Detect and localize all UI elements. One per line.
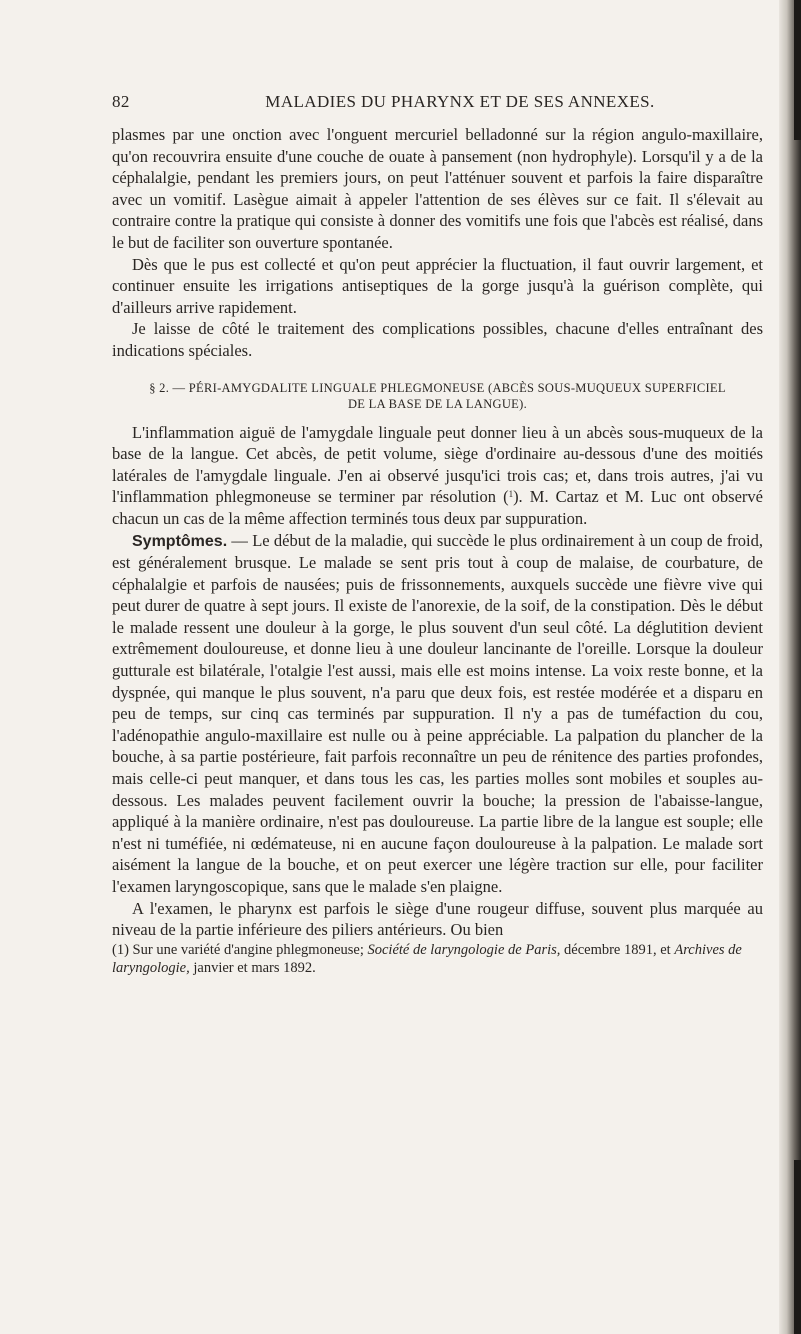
page-edge-dark-top xyxy=(794,0,801,140)
symptoms-heading: Symptômes. xyxy=(132,532,228,550)
footnote-text: Sur une variété d'angine phlegmoneuse; xyxy=(128,941,368,958)
footnote-journal-2: Archives de laryngologie, xyxy=(112,941,742,976)
paragraph-drainage: Dès que le pus est collecté et qu'on peut apprécier la fluctuation, il faut ouvrir largement, et continuer ensuite les irrigations antiseptiques de la gorge jusqu'à la guérison complète, qui d'ailleurs arrive rapidement. xyxy=(112,254,763,317)
footnote-reference: 1 xyxy=(508,489,514,500)
footnote-text-2: décembre 1891, et xyxy=(560,941,675,958)
page-edge-shadow xyxy=(779,0,801,1334)
footnote xyxy=(112,941,763,977)
section-heading-line-1: § 2. — PÉRI-AMYGDALITE LINGUALE PHLEGMONEUSE (ABCÈS SOUS-MUQUEUX SUPERFICIEL xyxy=(149,380,726,395)
page-number: 82 xyxy=(112,92,130,111)
running-title: MALADIES DU PHARYNX ET DE SES ANNEXES. xyxy=(265,92,655,111)
paragraph-introduction xyxy=(112,422,763,530)
page-header xyxy=(112,92,762,116)
footnote-journal-1: Société de laryngologie de Paris, xyxy=(367,941,561,958)
section-heading-line-2: DE LA BASE DE LA LANGUE). xyxy=(347,396,527,411)
section-heading xyxy=(112,380,763,412)
intro-text-cont: ). M. Cartaz et M. Luc ont observé chacun un cas de la même affection terminés tous deux par suppuration. xyxy=(112,487,763,528)
paragraph-symptoms xyxy=(112,530,763,898)
footnote-text-3: janvier et mars 1892. xyxy=(189,959,316,976)
paragraph-continued: plasmes par une onction avec l'onguent mercuriel belladonné sur la région angulo-maxillaire, qu'on recouvrira ensuite d'une couche de ouate à pansement (non hydrophyle). Lorsqu'il y a de la céphalalgie, pendant les premiers jours, on peut l'atténuer souvent et parfois la faire disparaître avec un vomitif. Lasègue aimait à appeler l'attention de ses élèves sur ce fait. Il s'élevait au contraire contre la pratique qui consiste à donner des vomitifs une fois que l'abcès est réalisé, dans le but de faciliter son ouverture spontanée. xyxy=(112,125,763,252)
page-edge-dark-bottom xyxy=(794,1160,801,1334)
intro-text: L'inflammation aiguë de l'amygdale linguale peut donner lieu à un abcès sous-muqueux de la base de la langue. Cet abcès, de petit volume, siège d'ordinaire au-dessous d'une des moitiés latérales de l'amygdale linguale. J'en ai observé jusqu'ici trois cas; et, dans trois autres, j'ai vu l'inflammation phlegmoneuse se terminer par résolution ( xyxy=(112,422,763,507)
symptoms-text: — Le début de la maladie, qui succède le plus ordinairement à un coup de froid, est généralement brusque. Le malade se sent pris tout à coup de malaise, de courbature, de céphalalgie et parfois de nausées; puis de frissonnements, auxquels succède une fièvre vive qui peut durer de quatre à sept jours. Il existe de l'anorexie, de la soif, de la constipation. Dès le début le malade ressent une douleur à la gorge, le plus souvent d'un seul côté. La déglutition devient extrêmement douloureuse, et donne lieu à une douleur lancinante de l'oreille. Lorsque la douleur gutturale est bilatérale, l'otalgie l'est aussi, mais elle est moins intense. La voix reste bonne, et la dyspnée, qui manque le plus souvent, n'a paru que deux fois, est restée modérée et a disparu en peu de temps, sur cinq cas terminés par suppuration. Il n'y a pas de tuméfaction du cou, l'adénopathie angulo-maxillaire est nulle ou à peine appréciable. La palpation du plancher de la bouche, à sa partie postérieure, fait parfois reconnaître un peu de rénitence des parties profondes, mais celle-ci peut manquer, et dans tous les cas, les parties molles sont mobiles et souples au-dessous. Les malades peuvent facilement ouvrir la bouche; la pression de l'abaisse-langue, appliqué à la manière ordinaire, n'est pas douloureuse. La partie libre de la langue est souple; elle n'est ni tuméfiée, ni œdémateuse, ni en aucune façon douloureuse à la palpation. Le malade sort aisément la langue de la bouche, et on peut exercer une légère traction sur elle, pour faciliter l'examen laryngoscopique, sans que le malade s'en plaigne. xyxy=(112,530,763,896)
footnote-mark: (1) xyxy=(112,941,129,958)
paragraph-examination: A l'examen, le pharynx est parfois le siège d'une rougeur diffuse, souvent plus marquée au niveau de la partie inférieure des piliers antérieurs. Ou bien xyxy=(112,898,763,940)
page-body xyxy=(112,124,763,977)
paragraph-complications: Je laisse de côté le traitement des complications possibles, chacune d'elles entraînant des indications spéciales. xyxy=(112,319,763,360)
